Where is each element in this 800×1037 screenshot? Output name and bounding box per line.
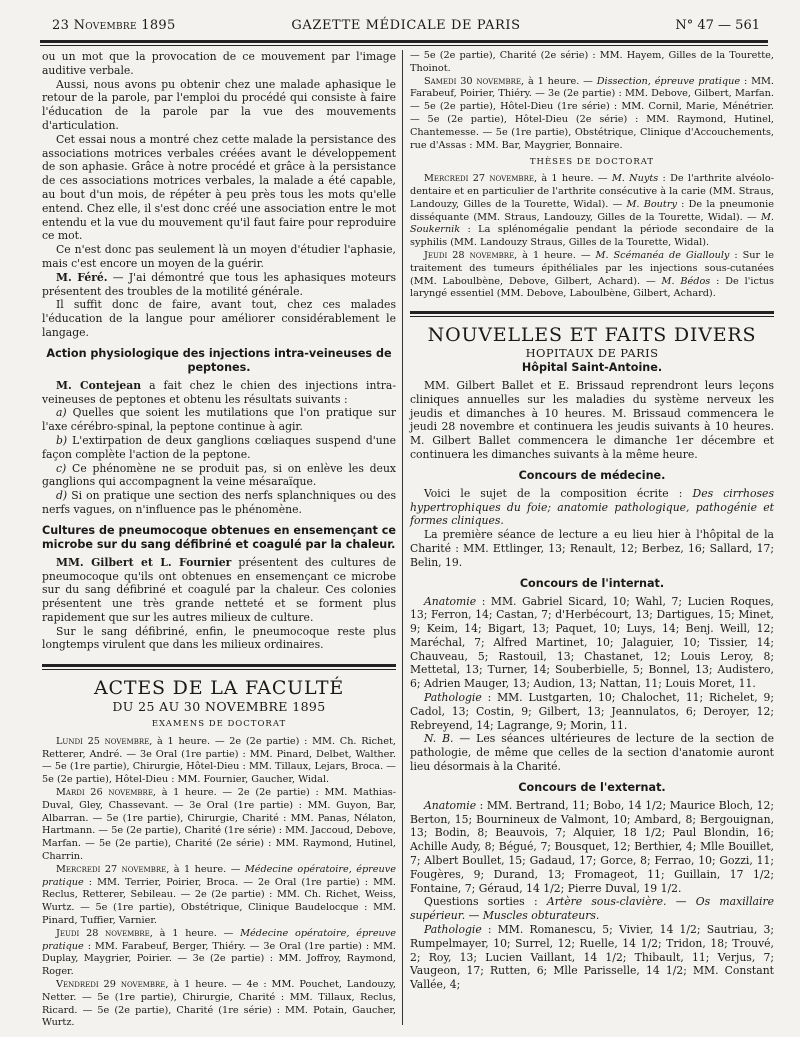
results-text: : MM. Bertrand, 11; Bobo, 14 1/2; Maurice Bloch, 12; Berton, 15; Bournineux de Valmont, 10; Ambard, 8; Bergouignan, 13; Bodin, 8; Beauvois, 7; Alquier, 18 1/2; Paul Blondin, 16; Achille Audy, 8; Bégué, 7; Bousquet, 12; Berthier, 4; Mlle Bouillet, 7; Albert Boullet, 15; Gadaud, 17; Gorce, 8; Ferrao, 10; Gozzi, 11; Fougères, 9; Durand, 13; Fromageot, 11; Guillain, 17 1/2; Fontaine, 7; Géraud, 14 1/2; Pierre Duval, 19 1/2.: [410, 798, 774, 895]
actes-dates: DU 25 AU 30 NOVEMBRE 1895: [112, 699, 326, 715]
paragraph-fere: [42, 271, 396, 299]
day-text: à 1 heure. — 4e : MM. Pouchet, Landouzy, Netter. — 5e (1re partie), Chirurgie, Charité : MM. Tillaux, Reclus, Ricard. — 5e (2e partie), Charité (1re série) : MM. Potain, Gaucher, Wurtz.: [42, 979, 397, 1029]
page-header: [52, 14, 760, 36]
results-text: : MM. Gabriel Sicard, 10; Wahl, 7; Lucien Roques, 13; Ferron, 14; Castan, 7; d'Herbécourt, 13; Dartigues, 15; Minet, 9; Keim, 14; Bigart, 13; Paquet, 10; Luys, 14; Benj. Weill, 12; Maréchal, 7; Alfred Martinet, 10; Jalaguier, 10; Tissier, 14; Chauveau, 5; Rastouil, 13; Chastanet, 12; Louis Leroy, 8; Mettetal, 13; Turner, 14; Souberbielle, 5; Bonnel, 13; Audistero, 6; Adrien Mauger, 13; Audion, 13; Nattan, 11; Louis Moret, 11.: [410, 594, 774, 691]
day-label: Vendredi 29 novembre,: [56, 979, 169, 991]
item-text: Quelles que soient les mutilations que l'on pratique sur l'axe cérébro-spinal, la peptone continue à agir.: [42, 406, 396, 434]
day-italic: Médecine opératoire, épreuve pratique: [42, 863, 396, 888]
exam-schedule: [42, 736, 396, 1030]
thesis-text: : La splénomégalie pendant la période secondaire de la syphilis (MM. Landouzy Straus, Gilles de la Tourette, Widal).: [410, 224, 774, 249]
item-label: a): [56, 406, 67, 420]
paragraph: MM. Gilbert Ballet et E. Brissaud reprendront leurs leçons cliniques annuelles sur les maladies du système nerveux les jeudis et dimanches à 10 heures. M. Brissaud commencera le jeudi 28 novembre et continuera les jeudis suivants à 10 heures. M. Gilbert Ballet commencera le dimanche 1er décembre et continuera les dimanches suivants à la même heure.: [410, 378, 774, 461]
header-date: 23 Novembre 1895: [52, 18, 176, 33]
candidate-name: M. Nuyts: [611, 173, 659, 185]
day-label: Lundi 25 novembre,: [56, 735, 153, 747]
results-list: [410, 923, 774, 992]
header-issue-number: N° 47 — 561: [675, 18, 760, 33]
day-label: Mercredi 27 novembre,: [56, 863, 170, 875]
note-text: — Les séances ultérieures de lecture de la section de pathologie, de même que celles de la section d'anatomie auront lieu désormais à la Charité.: [410, 732, 774, 774]
day-text: à 1 heure. — 2e (2e partie) : MM. Ch. Richet, Retterer, André. — 3e Oral (1re partie) : MM. Pinard, Delbet, Walther. — 5e (1re partie), Chirurgie, Hôtel-Dieu : MM. Tillaux, Lejars, Broca. — 5e (2e partie), Hôtel-Dieu : MM. Fournier, Gaucher, Widal.: [42, 735, 397, 786]
item-label: b): [56, 433, 68, 447]
day-text: : MM. Farabeuf, Berger, Thiéry. — 3e Oral (1re partie) : MM. Duplay, Maygrier, Poirier. — 3e (2e partie) : MM. Joffroy, Raymond, Roger.: [42, 940, 396, 978]
left-column: [42, 50, 396, 1030]
paragraph: La première séance de lecture a eu lieu hier à l'hôpital de la Charité : MM. Ettlinger, 13; Renault, 12; Berbez, 16; Sallard, 17; Belin, 19.: [410, 528, 774, 569]
exam-day: [42, 928, 396, 979]
section-heading: Concours de l'externat.: [518, 780, 666, 794]
results-label: Pathologie: [424, 923, 482, 937]
speaker-name: MM. Gilbert et L. Fournier: [56, 555, 232, 569]
thesis-text: : De la pneumonie disséquante (MM. Straus, Landouzy, Gilles de la Tourette, Widal). —: [410, 198, 774, 223]
section-rule: [410, 311, 774, 317]
day-text: à 1 heure. —: [517, 249, 596, 261]
results-label: Pathologie: [424, 691, 482, 705]
day-italic: Médecine opératoire, épreuve pratique: [42, 927, 396, 952]
day-label: Mercredi 27 novembre,: [424, 173, 538, 185]
candidate-name: M. Boutry: [626, 198, 677, 210]
results-label: Anatomie: [424, 594, 477, 608]
day-text: à 1 heure. — 2e (2e partie) : MM. Mathias-Duval, Gley, Chassevant. — 3e Oral (1re partie) : MM. Guyon, Bar, Albarran. — 5e (1re partie), Chirurgie, Charité : MM. Panas, Nélaton, Hartmann. — 5e (2e partie), Charité (1re série) : MM. Jaccoud, Debove, Marfan. — 5e (2e partie), Charité (2e série) : MM. Raymond, Hutinel, Charrin.: [42, 787, 396, 863]
paragraph-text: présentent des cultures de pneumocoque qu'ils ont obtenues en ensemençant ce microbe sur du sang défibriné et coagulé par la chaleur. Ces colonies présentent une très grande netteté et se forment plus rapidement que sur les autres milieux de culture.: [42, 555, 397, 624]
results-label: Anatomie: [424, 798, 477, 812]
questions: [410, 895, 774, 923]
section-heading: Action physiologique des injections intra-veineuses de peptones.: [46, 346, 392, 374]
results-text: : MM. Romanescu, 5; Vivier, 14 1/2; Sautriau, 3; Rumpelmayer, 10; Surrel, 12; Ruelle, 14 1/2; Tridon, 18; Trouvé, 2; Roy, 13; Lucien Vaillant, 14 1/2; Thibault, 11; Verjus, 7; Vaugeon, 17; Rutten, 6; Mlle Parisselle, 14 1/2; MM. Constant Vallée, 4;: [410, 923, 774, 992]
list-item: [42, 434, 396, 462]
day-label: Jeudi 28 novembre,: [424, 249, 518, 261]
section-heading: Concours de l'internat.: [519, 576, 665, 590]
section-heading: Hôpital Saint-Antoine.: [521, 360, 663, 374]
paragraph-gilbert: [42, 556, 396, 625]
paragraph-text: Voici le sujet de la composition écrite :: [424, 486, 693, 500]
right-column: [410, 50, 774, 992]
paragraph: Il suffit donc de faire, avant tout, chez ces malades l'éducation de la langue pour améliorer considérablement le langage.: [42, 298, 396, 339]
exam-day: [42, 787, 396, 864]
results-list: [410, 691, 774, 732]
section-rule: [42, 664, 396, 670]
candidate-name: M. Soukernik: [410, 211, 774, 236]
header-rule: [40, 40, 768, 43]
candidate-name: M. Bédos: [661, 275, 711, 287]
nouvelles-title: NOUVELLES ET FAITS DIVERS: [427, 324, 757, 347]
paragraph-contejean: [42, 379, 396, 407]
paragraph: — 5e (2e partie), Charité (2e série) : MM. Hayem, Gilles de la Tourette, Thoinot.: [410, 50, 774, 74]
paragraph: ou un mot que la provocation de ce mouvement par l'image auditive verbale.: [42, 50, 396, 77]
hopitaux-heading: HOPITAUX DE PARIS: [525, 346, 659, 361]
paragraph: Ce n'est donc pas seulement là un moyen d'étudier l'aphasie, mais c'est encore un moyen de la guérir.: [42, 243, 396, 270]
thesis-text: : Sur le traitement des tumeurs épithéliales par les injections sous-cutanées (MM. Laboulbène, Debove, Gilbert, Achard). —: [410, 249, 774, 287]
questions-label: Questions sorties :: [424, 895, 547, 909]
actes-title: ACTES DE LA FACULTÉ: [94, 677, 344, 700]
section-heading: Cultures de pneumocoque obtenues en ensemençant ce microbe sur du sang défibriné et coagulé par la chaleur.: [42, 523, 396, 551]
paragraph: Aussi, nous avons pu obtenir chez une malade aphasique le retour de la parole, par l'emploi du procédé qui consiste à faire l'éducation de la parole par la vue des mouvements d'articulation.: [42, 77, 396, 132]
paragraph: Sur le sang défibriné, enfin, le pneumocoque reste plus longtemps virulent que dans les milieux ordinaires.: [42, 624, 396, 652]
speaker-name: M. Féré.: [56, 270, 108, 284]
item-label: c): [56, 461, 67, 475]
header-rule-thin: [40, 45, 768, 46]
item-label: d): [56, 489, 68, 503]
paragraph-text: — J'ai démontré que tous les aphasiques moteurs présentent des troubles de la motilité générale.: [42, 270, 396, 298]
item-text: L'extirpation de deux ganglions cœliaques suspend d'une façon complète l'action de la peptone.: [42, 433, 396, 461]
paragraph-italic: Des cirrhoses hypertrophiques du foie; anatomie pathologique, pathogénie et formes cliniques.: [410, 486, 774, 528]
results-list: [410, 799, 774, 896]
thesis-day: [410, 250, 774, 301]
day-text: à 1 heure. —: [169, 863, 245, 875]
theses-heading: THÈSES DE DOCTORAT: [529, 157, 655, 168]
note-label: N. B.: [424, 732, 454, 746]
column-divider: [402, 50, 403, 1025]
item-text: Si on pratique une section des nerfs splanchniques ou des nerfs vagues, on n'influence pas le phénomène.: [42, 489, 396, 516]
questions-text: Artère sous-clavière. — Os maxillaire supérieur. — Muscles obturateurs.: [410, 895, 774, 923]
section-heading: Concours de médecine.: [518, 468, 666, 482]
day-label: Jeudi 28 novembre,: [56, 927, 153, 939]
day-label: Samedi 30 novembre,: [424, 75, 525, 87]
thesis-text: : De l'arthrite alvéolo-dentaire et en particulier de l'arthrite consécutive à la carie (MM. Straus, Landouzy, Gilles de la Tourette, Widal). —: [410, 173, 774, 210]
results-text: : MM. Lustgarten, 10; Chalochet, 11; Richelet, 9; Cadol, 13; Costin, 9; Gilbert, 13; Jeannulatos, 6; Deroyer, 12; Rebreyend, 14; Lagrange, 9; Morin, 11.: [410, 691, 774, 732]
list-item: [42, 489, 396, 517]
list-item: [42, 462, 396, 490]
exam-schedule-continued: [410, 50, 774, 301]
paragraph: [410, 487, 774, 528]
day-text: : MM. Terrier, Poirier, Broca. — 2e Oral (1re partie) : MM. Reclus, Retterer, Sebileau. — 2e (2e partie) : MM. Ch. Richet, Weiss, Wurtz. — 5e (1re partie), Obstétrique, Clinique Baudelocque : MM. Pinard, Tuffier, Varnier.: [42, 876, 396, 927]
list-item: [42, 406, 396, 434]
candidate-name: M. Scémanéa de Giallouly: [595, 249, 730, 261]
note: [410, 732, 774, 773]
header-journal-title: GAZETTE MÉDICALE DE PARIS: [291, 18, 521, 33]
exam-day: [42, 736, 396, 787]
day-text: : MM. Farabeuf, Poirier, Thiéry. — 3e (2e partie) : MM. Debove, Gilbert, Marfan. — 5e (2e partie), Hôtel-Dieu (1re série) : MM. Cornil, Marie, Ménétrier. — 5e (2e partie), Hôtel-Dieu (2e série) : MM. Raymond, Hutinel, Chantemesse. — 5e (1re partie), Obstétrique, Clinique d'Accouchements, rue d'Assas : MM. Bar, Maygrier, Bonnaire.: [410, 75, 774, 151]
exam-day: [42, 864, 396, 928]
day-text: à 1 heure. —: [537, 173, 612, 185]
day-italic: Dissection, épreuve pratique: [596, 75, 741, 87]
paragraph: Cet essai nous a montré chez cette malade la persistance des associations motrices verbales créées avant le développement de son aphasie. Grâce à notre procédé et grâce à la persistance de ces associations motrices verbales, la malade a été capable, au bout d'un mois, de répéter à peu près tous les mots qu'elle entend. Chez elle, il s'est donc créé une association entre le mot entendu et la vue du mouvement qu'il faut faire pour reproduire ce mot.: [42, 132, 396, 243]
exam-day: [410, 76, 774, 153]
examens-heading: EXAMENS DE DOCTORAT: [151, 719, 287, 730]
paragraph-text: a fait chez le chien des injections intra-veineuses de peptones et obtenu les résultats suivants :: [42, 378, 396, 406]
thesis-day: [410, 173, 774, 250]
thesis-text: : De l'ictus laryngé essentiel (MM. Debove, Laboulbène, Gilbert, Achard).: [410, 275, 774, 300]
day-text: à 1 heure. —: [152, 927, 241, 939]
day-label: Mardi 26 novembre,: [56, 787, 157, 799]
results-list: [410, 595, 774, 692]
day-text: à 1 heure. —: [524, 75, 597, 87]
speaker-name: M. Contejean: [56, 378, 142, 392]
exam-day: [42, 979, 396, 1030]
item-text: Ce phénomène ne se produit pas, si on enlève les deux ganglions qui accompagnent la veine mésaraïque.: [42, 461, 396, 489]
